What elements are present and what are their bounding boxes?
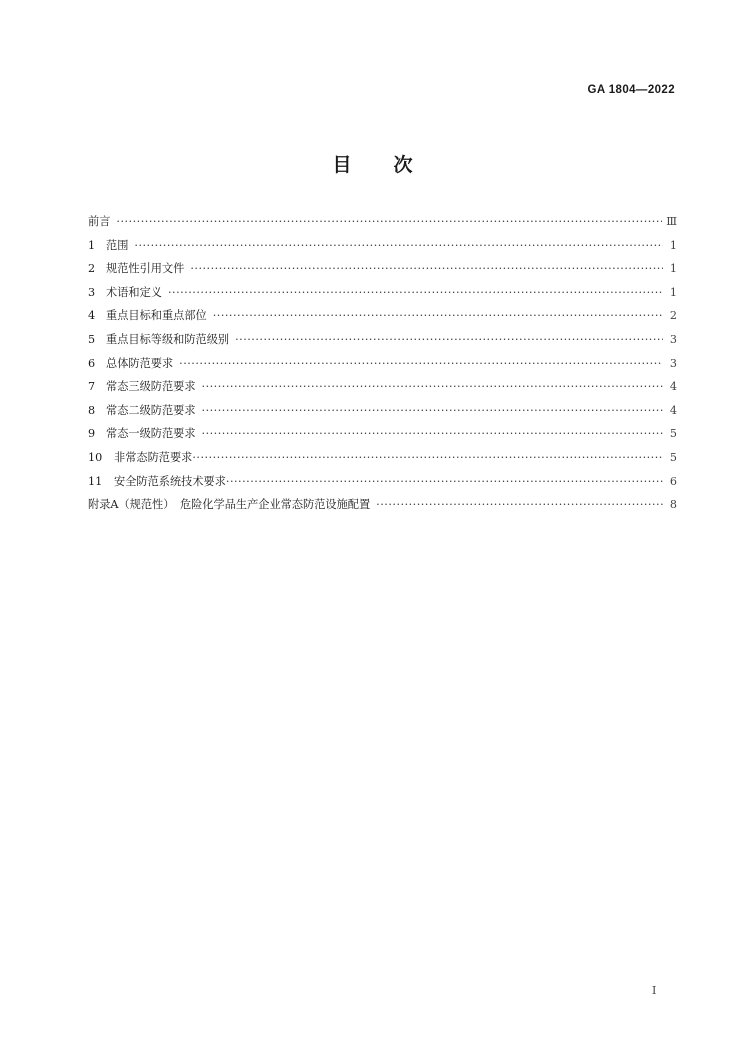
toc-entry-label: 总体防范要求 <box>106 356 174 370</box>
toc-entry-number: 2 <box>88 262 96 276</box>
toc-entry-page: 4 <box>669 380 677 394</box>
toc-entry-label: 常态一级防范要求 <box>106 427 196 441</box>
toc-entry-label: 安全防范系统技术要求 <box>114 474 226 488</box>
toc-leader-dots <box>202 375 663 399</box>
toc-entry-page: 4 <box>669 403 677 417</box>
toc-entry-label: 前言 <box>88 215 111 228</box>
toc-entry-number: 3 <box>88 285 96 299</box>
table-of-contents <box>88 210 677 517</box>
toc-entry-page: 2 <box>669 309 677 323</box>
toc-entry-page: 5 <box>669 427 677 441</box>
toc-entry-9[interactable] <box>88 422 677 446</box>
toc-entry-page: 3 <box>669 356 677 370</box>
toc-entry-11[interactable] <box>88 470 677 494</box>
toc-leader-dots <box>202 399 663 423</box>
toc-leader-dots <box>213 304 663 328</box>
toc-leader-dots <box>168 281 663 305</box>
toc-leader-dots <box>376 493 663 517</box>
toc-entry-number: 4 <box>88 309 96 323</box>
toc-entry-10[interactable] <box>88 446 677 470</box>
toc-leader-dots <box>226 470 663 494</box>
page-number: Ⅰ <box>652 984 657 997</box>
toc-entry-page: 5 <box>669 450 677 464</box>
toc-entry-number: 6 <box>88 356 96 370</box>
toc-entry-page: 6 <box>669 474 677 488</box>
toc-entry-label: 常态三级防范要求 <box>106 380 196 394</box>
toc-entry-label: 常态二级防范要求 <box>106 403 196 417</box>
toc-entry-label: 重点目标和重点部位 <box>106 309 207 323</box>
toc-entry-number: 7 <box>88 380 96 394</box>
toc-entry-number: 11 <box>88 474 103 488</box>
toc-entry-page: Ⅲ <box>666 215 677 228</box>
toc-entry-foreword[interactable] <box>88 210 677 234</box>
toc-entry-page: 8 <box>669 498 677 512</box>
toc-entry-annex-a[interactable] <box>88 493 677 517</box>
toc-leader-dots <box>202 422 663 446</box>
toc-entry-label: 范围 <box>106 238 129 252</box>
toc-entry-6[interactable] <box>88 352 677 376</box>
toc-leader-dots <box>192 446 663 470</box>
toc-entry-number: 9 <box>88 427 96 441</box>
toc-entry-page: 1 <box>669 238 677 252</box>
toc-leader-dots <box>179 352 663 376</box>
toc-entry-label: 附录A（规范性） 危险化学品生产企业常态防范设施配置 <box>88 498 371 512</box>
toc-leader-dots <box>190 257 663 281</box>
toc-entry-5[interactable] <box>88 328 677 352</box>
toc-entry-page: 1 <box>669 262 677 276</box>
toc-entry-8[interactable] <box>88 399 677 423</box>
toc-entry-label: 非常态防范要求 <box>114 450 193 464</box>
toc-leader-dots <box>235 328 663 352</box>
toc-entry-number: 1 <box>88 238 96 252</box>
toc-entry-label: 重点目标等级和防范级别 <box>106 332 230 346</box>
toc-entry-label: 规范性引用文件 <box>106 262 185 276</box>
toc-entry-4[interactable] <box>88 304 677 328</box>
toc-entry-2[interactable] <box>88 257 677 281</box>
toc-title: 目次 <box>332 154 455 176</box>
toc-entry-3[interactable] <box>88 281 677 305</box>
toc-entry-label: 术语和定义 <box>106 285 162 299</box>
toc-entry-page: 1 <box>669 285 677 299</box>
toc-entry-number: 5 <box>88 332 96 346</box>
standard-code: GA 1804—2022 <box>587 84 675 96</box>
toc-entry-number: 8 <box>88 403 96 417</box>
toc-entry-page: 3 <box>669 332 677 346</box>
toc-entry-number: 10 <box>88 450 103 464</box>
toc-leader-dots <box>134 234 663 258</box>
toc-entry-7[interactable] <box>88 375 677 399</box>
toc-leader-dots <box>116 210 662 234</box>
toc-entry-1[interactable] <box>88 234 677 258</box>
